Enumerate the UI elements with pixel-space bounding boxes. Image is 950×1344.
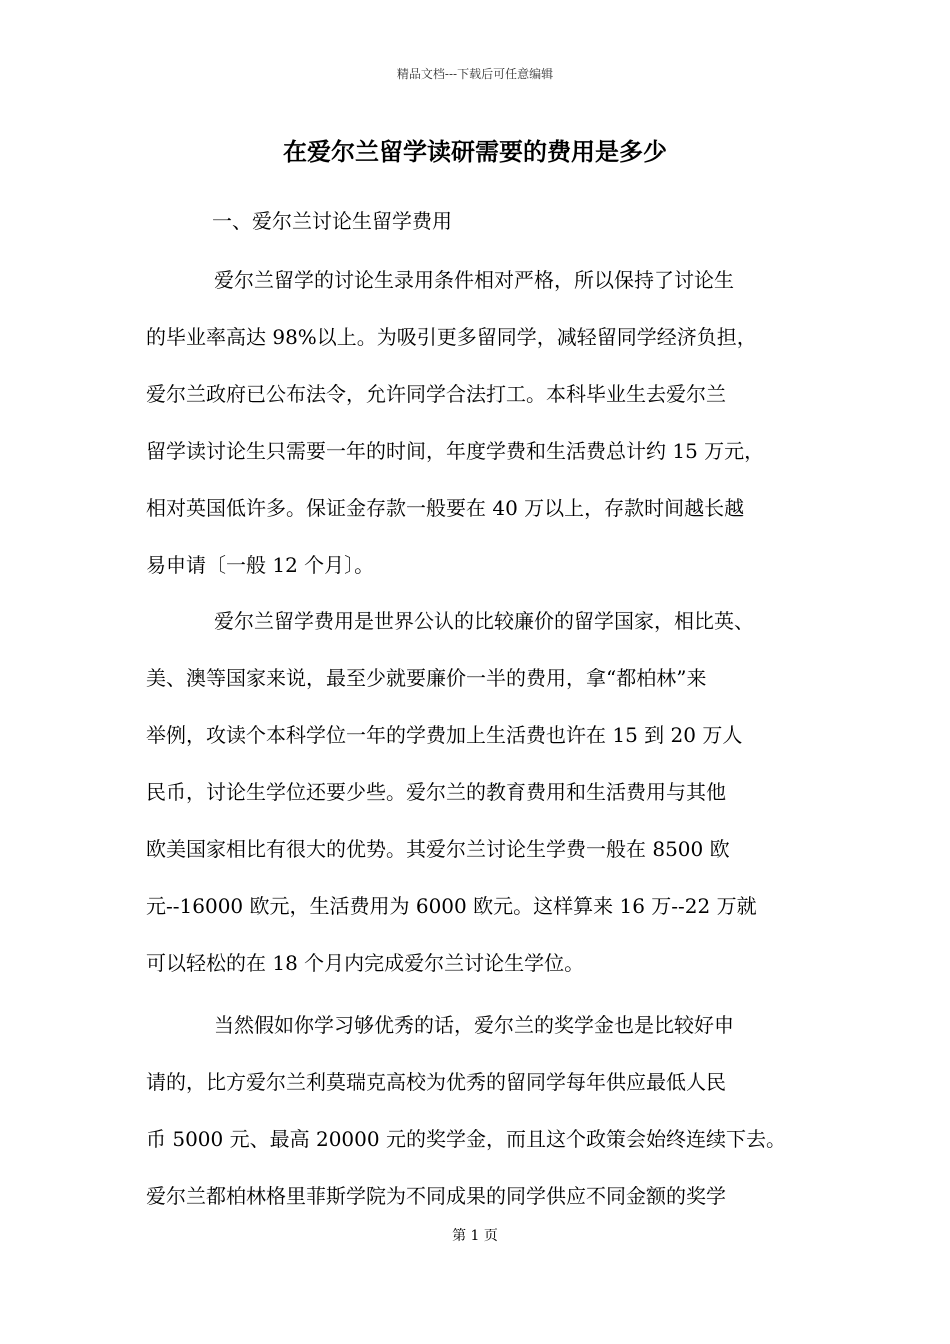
paragraph-line: 爱尔兰政府已公布法令，允许同学合法打工。本科毕业生去爱尔兰 <box>146 382 726 406</box>
paragraph-line: 爱尔兰留学的讨论生录用条件相对严格，所以保持了讨论生 <box>214 268 734 292</box>
paragraph-line: 民币，讨论生学位还要少些。爱尔兰的教育费用和生活费用与其他 <box>146 780 726 804</box>
paragraph-line: 相对英国低许多。保证金存款一般要在 40 万以上，存款时间越长越 <box>146 496 745 520</box>
paragraph-line: 请的，比方爱尔兰利莫瑞克高校为优秀的留同学每年供应最低人民 <box>146 1070 726 1094</box>
paragraph-line: 易申请〔一般 12 个月〕。 <box>146 553 375 577</box>
paragraph-line: 美、澳等国家来说，最至少就要廉价一半的费用，拿“都柏林”来 <box>146 666 707 690</box>
document-title: 在爱尔兰留学读研需要的费用是多少 <box>283 137 667 166</box>
paragraph-line: 爱尔兰留学费用是世界公认的比较廉价的留学国家，相比英、 <box>214 609 754 633</box>
paragraph-line: 欧美国家相比有很大的优势。其爱尔兰讨论生学费一般在 8500 欧 <box>146 837 730 861</box>
paragraph-line: 爱尔兰都柏林格里菲斯学院为不同成果的同学供应不同金额的奖学 <box>146 1184 726 1208</box>
paragraph-line: 留学读讨论生只需要一年的时间，年度学费和生活费总计约 15 万元， <box>146 439 765 463</box>
paragraph-line: 当然假如你学习够优秀的话，爱尔兰的奖学金也是比较好申 <box>214 1013 734 1037</box>
page-number: 第 1 页 <box>452 1228 498 1244</box>
paragraph-line: 币 5000 元、最高 20000 元的奖学金，而且这个政策会始终连续下去。 <box>146 1127 786 1151</box>
paragraph-line: 举例，攻读个本科学位一年的学费加上生活费也许在 15 到 20 万人 <box>146 723 743 747</box>
paragraph-line: 的毕业率高达 98%以上。为吸引更多留同学，减轻留同学经济负担， <box>146 325 757 349</box>
section-heading: 一、爱尔兰讨论生留学费用 <box>212 209 452 233</box>
header-note: 精品文档---下载后可任意编辑 <box>396 67 554 81</box>
paragraph-line: 元--16000 欧元，生活费用为 6000 欧元。这样算来 16 万--22 万就 <box>146 894 757 918</box>
paragraph-line: 可以轻松的在 18 个月内完成爱尔兰讨论生学位。 <box>146 951 585 975</box>
